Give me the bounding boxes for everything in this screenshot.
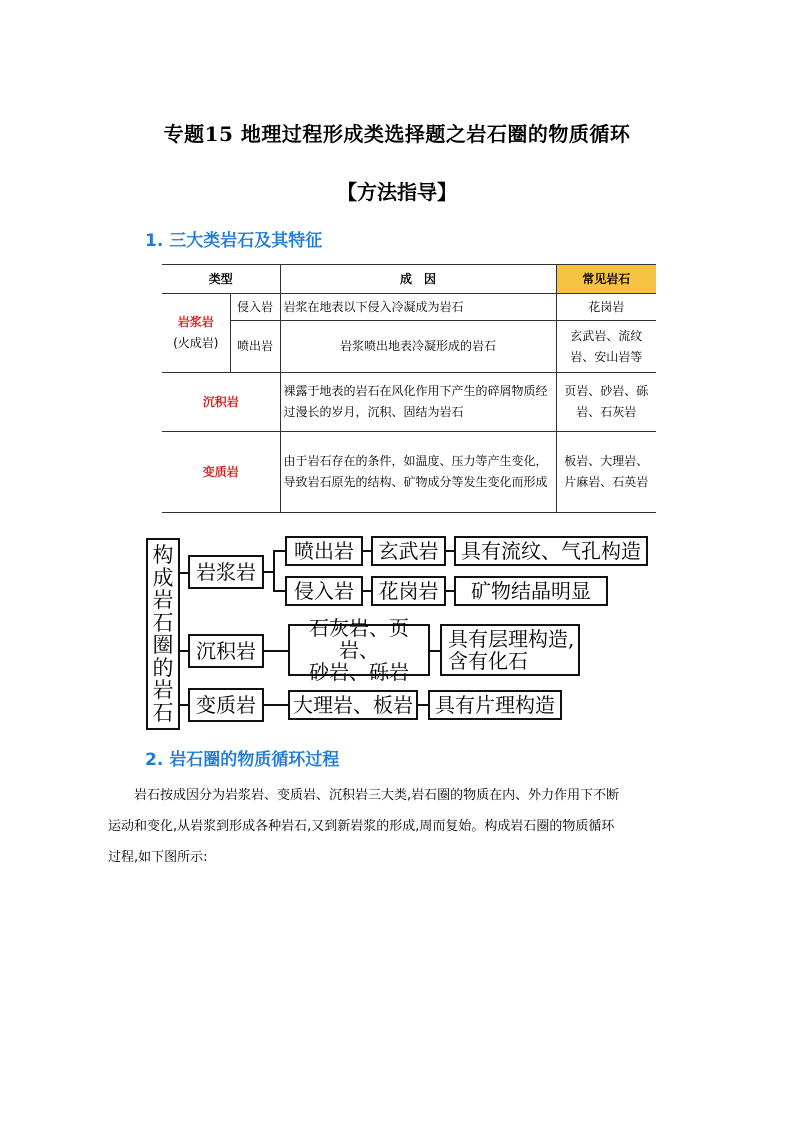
sed-feature-line: 含有化石 [448,649,528,673]
connector [446,590,454,592]
table-header-row [162,265,656,294]
magma-rock-alias: (火成岩) [173,336,219,350]
extrusive-common: 玄武岩、流纹岩、安山岩等 [556,321,656,373]
connector [446,550,454,552]
sedimentary-examples-box [288,616,430,684]
rock-types-table [162,264,656,513]
metamorphic-common: 板岩、大理岩、片麻岩、石英岩 [556,432,656,513]
magma-rock-cell [162,294,230,373]
paragraph-line: 岩石按成因分为岩浆岩、变质岩、沉积岩三大类,岩石圈的物质在内、外力作用下不断 [134,788,620,803]
root-char: 圈 [152,633,174,657]
header-cause: 成 因 [280,265,556,294]
method-guide-heading: 【方法指导】 [337,180,457,204]
root-char: 石 [152,610,174,635]
root-char: 岩 [152,588,174,612]
sedimentary-name: 沉积岩 [162,373,280,432]
connector [264,704,288,706]
intrusive-common: 花岗岩 [556,294,656,321]
connector [180,650,188,652]
metamorphic-name: 变质岩 [162,432,280,513]
table-row [162,432,656,513]
root-char: 成 [152,565,174,590]
basalt-feature-box: 具有流纹、气孔构造 [454,536,648,566]
sedimentary-rock-box: 沉积岩 [188,634,264,668]
rock-classification-diagram [146,526,666,732]
extrusive-label: 喷出岩 [230,321,280,373]
metamorphic-examples-box: 大理岩、板岩 [288,690,418,720]
basalt-box: 玄武岩 [371,536,446,566]
root-char: 石 [152,700,174,725]
magma-rock-box: 岩浆岩 [188,555,264,589]
sed-examples-line: 砂岩、砾岩 [309,660,409,684]
metamorphic-rock-box: 变质岩 [188,688,264,722]
connector [363,550,371,552]
paragraph-line: 过程,如下图所示: [108,850,208,865]
connector [273,550,275,592]
connector [363,590,371,592]
page-title: 专题15 地理过程形成类选择题之岩石圈的物质循环 [163,122,631,146]
granite-feature-box: 矿物结晶明显 [454,576,608,606]
connector [180,704,188,706]
root-char: 构 [152,543,174,567]
connector [418,704,428,706]
intrusive-cause: 岩浆在地表以下侵入冷凝成为岩石 [280,294,556,321]
root-char: 岩 [152,678,174,702]
table-row [162,321,656,373]
header-type: 类型 [162,265,280,294]
section-heading-2: 2. 岩石圈的物质循环过程 [145,750,340,770]
section-heading-1: 1. 三大类岩石及其特征 [145,231,323,251]
table-row [162,373,656,432]
paragraph-line: 运动和变化,从岩浆到形成各种岩石,又到新岩浆的形成,周而复始。构成岩石圈的物质循环 [108,819,615,834]
root-char: 的 [152,655,174,680]
connector [430,650,440,652]
magma-rock-name: 岩浆岩 [177,315,214,329]
connector [273,550,285,552]
intrusive-label: 侵入岩 [230,294,280,321]
sed-examples-line: 石灰岩、页岩、 [309,616,409,662]
metamorphic-feature-box: 具有片理构造 [428,690,562,720]
connector [273,590,285,592]
granite-box: 花岗岩 [371,576,446,606]
extrusive-rock-box: 喷出岩 [285,536,363,566]
metamorphic-cause: 由于岩石存在的条件，如温度、压力等产生变化，导致岩石原先的结构、矿物成分等发生变化而形成 [280,432,556,513]
sedimentary-cause: 裸露于地表的岩石在风化作用下产生的碎屑物质经过漫长的岁月，沉积、固结为岩石 [280,373,556,432]
sedimentary-common: 页岩、砂岩、砾岩、石灰岩 [556,373,656,432]
sed-feature-line: 具有层理构造, [448,627,575,651]
extrusive-cause: 岩浆喷出地表冷凝形成的岩石 [280,321,556,373]
table-row [162,294,656,321]
connector [180,572,188,574]
sedimentary-feature-box [440,624,580,676]
header-common: 常见岩石 [556,265,656,294]
diagram-root-box [146,538,180,730]
connector [264,650,288,652]
intrusive-rock-box: 侵入岩 [285,576,363,606]
